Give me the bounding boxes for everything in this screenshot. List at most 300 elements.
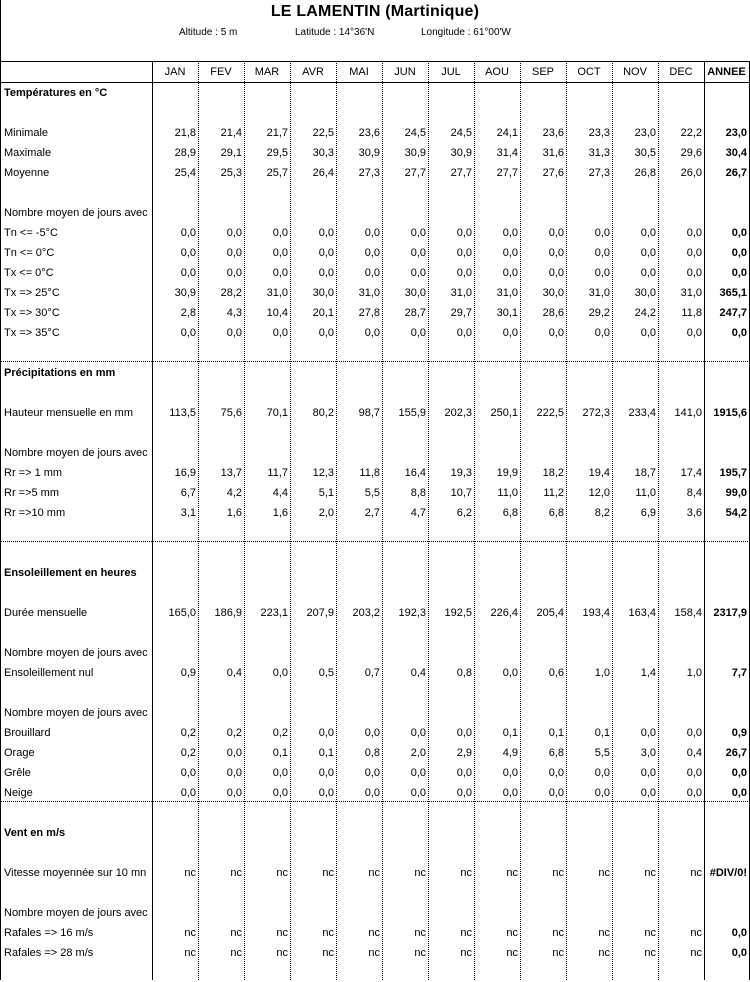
table-row <box>0 485 750 501</box>
cell-value: 0,0 <box>318 767 334 779</box>
cell-value: 30,1 <box>496 307 518 319</box>
cell-value: 203,2 <box>352 607 380 619</box>
cell-value: 0,0 <box>410 267 426 279</box>
cell-value: 6,7 <box>180 487 196 499</box>
cell-value: 24,1 <box>496 127 518 139</box>
cell-value: 0,1 <box>594 727 610 739</box>
cell-value: 26,0 <box>680 167 702 179</box>
cell-value: 0,9 <box>180 667 196 679</box>
table-row <box>0 265 750 281</box>
cell-value: 0,8 <box>364 747 380 759</box>
cell-value: 13,7 <box>220 467 242 479</box>
cell-value: 0,0 <box>502 247 518 259</box>
cell-value: 0,8 <box>456 667 472 679</box>
cell-value: 0,0 <box>180 327 196 339</box>
cell-value: 1,0 <box>594 667 610 679</box>
cell-value: 2,7 <box>364 507 380 519</box>
cell-value: 0,0 <box>226 267 242 279</box>
cell-value: 0,0 <box>548 787 564 799</box>
cell-value: 11,2 <box>543 487 564 499</box>
cell-value: 27,3 <box>588 167 610 179</box>
cell-value: nc <box>552 867 564 879</box>
cell-value: 31,0 <box>266 287 288 299</box>
month-header: DEC <box>669 66 693 78</box>
cell-value: 192,3 <box>398 607 426 619</box>
cell-value: 23,6 <box>542 127 564 139</box>
cell-value: 0,0 <box>640 787 656 799</box>
cell-value: 0,0 <box>364 247 380 259</box>
cell-value: 202,3 <box>444 407 472 419</box>
cell-value: 0,0 <box>548 247 564 259</box>
cell-value: 0,0 <box>318 327 334 339</box>
cell-value: 27,3 <box>358 167 380 179</box>
month-header: MAI <box>349 66 369 78</box>
cell-value: 31,0 <box>496 287 518 299</box>
cell-value: 193,4 <box>582 607 610 619</box>
annual-value: 0,0 <box>731 327 747 339</box>
cell-value: 27,8 <box>358 307 380 319</box>
table-row <box>0 925 750 941</box>
cell-value: 0,0 <box>502 267 518 279</box>
cell-value: 0,0 <box>272 267 288 279</box>
section-separator <box>0 541 750 542</box>
cell-value: nc <box>598 947 610 959</box>
cell-value: 0,0 <box>226 247 242 259</box>
cell-value: 27,7 <box>496 167 518 179</box>
cell-value: 0,0 <box>410 787 426 799</box>
row-label: Nombre moyen de jours avec <box>4 207 148 219</box>
cell-value: 0,0 <box>456 227 472 239</box>
annual-value: 0,0 <box>731 767 747 779</box>
cell-value: 25,4 <box>174 167 196 179</box>
annual-value: 2317,9 <box>713 607 747 619</box>
cell-value: 0,0 <box>686 327 702 339</box>
cell-value: 27,7 <box>404 167 426 179</box>
cell-value: 30,0 <box>634 287 656 299</box>
cell-value: 19,9 <box>496 467 518 479</box>
cell-value: 80,2 <box>312 407 334 419</box>
cell-value: 1,0 <box>686 667 702 679</box>
cell-value: 31,0 <box>358 287 380 299</box>
cell-value: 12,3 <box>312 467 334 479</box>
cell-value: 0,0 <box>364 727 380 739</box>
cell-value: 163,4 <box>628 607 656 619</box>
row-label: Hauteur mensuelle en mm <box>4 407 134 419</box>
cell-value: 21,4 <box>220 127 242 139</box>
cell-value: 0,0 <box>594 767 610 779</box>
cell-value: 0,0 <box>502 227 518 239</box>
row-label: Tn <= 0°C <box>4 247 55 259</box>
cell-value: nc <box>230 947 242 959</box>
row-label: Orage <box>4 747 35 759</box>
cell-value: 223,1 <box>260 607 288 619</box>
cell-value: 25,3 <box>220 167 242 179</box>
cell-value: 0,0 <box>272 667 288 679</box>
annual-value: 7,7 <box>731 667 747 679</box>
cell-value: 24,5 <box>404 127 426 139</box>
row-label: Nombre moyen de jours avec <box>4 707 148 719</box>
cell-value: 5,5 <box>364 487 380 499</box>
cell-value: 192,5 <box>444 607 472 619</box>
row-label: Rr =>5 mm <box>4 487 60 499</box>
cell-value: 28,6 <box>542 307 564 319</box>
cell-value: 19,4 <box>588 467 610 479</box>
cell-value: 29,5 <box>266 147 288 159</box>
cell-value: nc <box>368 867 380 879</box>
cell-value: 0,0 <box>456 787 472 799</box>
cell-value: nc <box>690 927 702 939</box>
cell-value: 0,1 <box>502 727 518 739</box>
cell-value: 0,0 <box>410 227 426 239</box>
annual-value: 0,0 <box>731 787 747 799</box>
cell-value: nc <box>506 947 518 959</box>
cell-value: nc <box>460 947 472 959</box>
cell-value: 29,2 <box>588 307 610 319</box>
cell-value: 0,0 <box>686 787 702 799</box>
page-title: LE LAMENTIN (Martinique) <box>270 3 480 20</box>
cell-value: 0,0 <box>686 727 702 739</box>
cell-value: 31,0 <box>680 287 702 299</box>
cell-value: 30,0 <box>404 287 426 299</box>
cell-value: 30,3 <box>312 147 334 159</box>
cell-value: 0,0 <box>364 787 380 799</box>
cell-value: 23,0 <box>634 127 656 139</box>
cell-value: 0,0 <box>410 327 426 339</box>
annual-value: 30,4 <box>725 147 747 159</box>
cell-value: 0,0 <box>364 327 380 339</box>
section-separator <box>0 361 750 362</box>
cell-value: nc <box>368 927 380 939</box>
cell-value: nc <box>368 947 380 959</box>
cell-value: 0,1 <box>318 747 334 759</box>
cell-value: 0,0 <box>640 267 656 279</box>
cell-value: 28,7 <box>404 307 426 319</box>
table-row <box>0 305 750 321</box>
cell-value: 18,7 <box>634 467 656 479</box>
table-row <box>0 505 750 521</box>
cell-value: nc <box>184 867 196 879</box>
cell-value: 17,4 <box>680 467 702 479</box>
cell-value: 2,9 <box>456 747 472 759</box>
cell-value: 2,8 <box>180 307 196 319</box>
annual-value: 26,7 <box>725 167 747 179</box>
month-header: AVR <box>302 66 324 78</box>
cell-value: 3,6 <box>686 507 702 519</box>
cell-value: 29,7 <box>450 307 472 319</box>
table-row <box>0 165 750 181</box>
table-row <box>0 145 750 161</box>
cell-value: nc <box>414 927 426 939</box>
cell-value: 0,0 <box>640 227 656 239</box>
cell-value: 75,6 <box>220 407 242 419</box>
cell-value: 0,0 <box>318 727 334 739</box>
cell-value: 21,7 <box>266 127 288 139</box>
cell-value: 0,0 <box>594 227 610 239</box>
cell-value: 0,0 <box>318 227 334 239</box>
cell-value: 10,7 <box>450 487 472 499</box>
cell-value: 31,4 <box>496 147 518 159</box>
cell-value: 0,0 <box>226 787 242 799</box>
cell-value: 11,8 <box>681 307 702 319</box>
cell-value: 0,0 <box>410 767 426 779</box>
month-header: AOU <box>485 66 509 78</box>
cell-value: 0,0 <box>686 267 702 279</box>
table-row <box>0 325 750 341</box>
annual-value: 0,0 <box>731 267 747 279</box>
cell-value: 26,8 <box>634 167 656 179</box>
cell-value: 0,7 <box>364 667 380 679</box>
cell-value: 205,4 <box>536 607 564 619</box>
cell-value: nc <box>644 947 656 959</box>
cell-value: nc <box>690 947 702 959</box>
cell-value: 30,0 <box>312 287 334 299</box>
cell-value: nc <box>506 927 518 939</box>
cell-value: 0,1 <box>272 747 288 759</box>
row-label: Rafales => 16 m/s <box>4 927 94 939</box>
cell-value: 1,6 <box>226 507 242 519</box>
cell-value: 0,0 <box>640 767 656 779</box>
row-label: Rr =>10 mm <box>4 507 66 519</box>
cell-value: 207,9 <box>306 607 334 619</box>
cell-value: 8,4 <box>686 487 702 499</box>
row-label: Durée mensuelle <box>4 607 88 619</box>
cell-value: 0,0 <box>686 227 702 239</box>
cell-value: 30,9 <box>450 147 472 159</box>
row-label: Tx => 35°C <box>4 327 60 339</box>
latitude-label: Latitude : 14°36'N <box>295 27 375 38</box>
cell-value: 31,3 <box>588 147 610 159</box>
cell-value: 27,7 <box>450 167 472 179</box>
cell-value: nc <box>276 927 288 939</box>
cell-value: 0,0 <box>502 787 518 799</box>
cell-value: 0,0 <box>180 227 196 239</box>
cell-value: 5,5 <box>594 747 610 759</box>
cell-value: 16,9 <box>174 467 196 479</box>
row-label: Nombre moyen de jours avec <box>4 647 148 659</box>
cell-value: 30,9 <box>404 147 426 159</box>
cell-value: 4,3 <box>226 307 242 319</box>
cell-value: 0,2 <box>180 747 196 759</box>
row-label: Rafales => 28 m/s <box>4 947 94 959</box>
section-title: Vent en m/s <box>4 827 66 839</box>
table-row <box>0 785 750 801</box>
cell-value: 29,6 <box>680 147 702 159</box>
cell-value: 0,0 <box>548 227 564 239</box>
cell-value: 0,4 <box>226 667 242 679</box>
cell-value: 141,0 <box>674 407 702 419</box>
cell-value: 22,5 <box>312 127 334 139</box>
cell-value: 250,1 <box>490 407 518 419</box>
cell-value: 2,0 <box>410 747 426 759</box>
cell-value: 8,2 <box>594 507 610 519</box>
cell-value: 23,6 <box>358 127 380 139</box>
cell-value: 0,6 <box>548 667 564 679</box>
cell-value: 12,0 <box>588 487 610 499</box>
row-label: Moyenne <box>4 167 50 179</box>
month-header: OCT <box>577 66 601 78</box>
month-header: JAN <box>164 66 186 78</box>
table-row <box>0 405 750 421</box>
cell-value: 5,1 <box>318 487 334 499</box>
cell-value: 11,0 <box>635 487 656 499</box>
cell-value: 23,3 <box>588 127 610 139</box>
cell-value: 8,8 <box>410 487 426 499</box>
cell-value: nc <box>184 947 196 959</box>
cell-value: 0,0 <box>502 327 518 339</box>
cell-value: 0,0 <box>548 267 564 279</box>
cell-value: nc <box>230 927 242 939</box>
cell-value: 6,8 <box>502 507 518 519</box>
cell-value: nc <box>322 867 334 879</box>
cell-value: 16,4 <box>404 467 426 479</box>
cell-value: 0,0 <box>226 747 242 759</box>
row-label: Tn <= -5°C <box>4 227 58 239</box>
table-row <box>0 865 750 881</box>
cell-value: 0,1 <box>548 727 564 739</box>
cell-value: 0,0 <box>594 787 610 799</box>
section-title: Températures en °C <box>4 87 108 99</box>
cell-value: 3,1 <box>180 507 196 519</box>
row-label: Tx => 25°C <box>4 287 60 299</box>
cell-value: 6,8 <box>548 747 564 759</box>
cell-value: 19,3 <box>450 467 472 479</box>
cell-value: 28,9 <box>174 147 196 159</box>
cell-value: nc <box>230 867 242 879</box>
cell-value: 0,0 <box>364 267 380 279</box>
cell-value: nc <box>644 927 656 939</box>
table-row <box>0 765 750 781</box>
cell-value: 18,2 <box>542 467 564 479</box>
cell-value: 226,4 <box>490 607 518 619</box>
cell-value: 0,0 <box>272 327 288 339</box>
cell-value: 0,2 <box>226 727 242 739</box>
cell-value: 0,0 <box>226 767 242 779</box>
cell-value: 0,0 <box>364 227 380 239</box>
cell-value: nc <box>184 927 196 939</box>
cell-value: nc <box>322 947 334 959</box>
cell-value: 10,4 <box>266 307 288 319</box>
cell-value: nc <box>322 927 334 939</box>
cell-value: nc <box>460 867 472 879</box>
cell-value: 0,0 <box>640 727 656 739</box>
header-bottom-border <box>0 82 750 83</box>
cell-value: 0,0 <box>594 327 610 339</box>
annual-value: 195,7 <box>719 467 747 479</box>
cell-value: 0,0 <box>364 767 380 779</box>
month-header: SEP <box>531 66 554 78</box>
cell-value: 0,0 <box>502 667 518 679</box>
cell-value: 0,0 <box>686 767 702 779</box>
month-header: FEV <box>210 66 232 78</box>
subheading-row <box>0 905 750 921</box>
cell-value: 29,1 <box>220 147 242 159</box>
cell-value: 0,2 <box>272 727 288 739</box>
longitude-label: Longitude : 61°00'W <box>421 27 511 38</box>
cell-value: 0,0 <box>456 327 472 339</box>
section-heading-row <box>0 565 750 581</box>
cell-value: 6,8 <box>548 507 564 519</box>
cell-value: 11,8 <box>359 467 380 479</box>
month-header: JUL <box>441 66 461 78</box>
row-label: Ensoleillement nul <box>4 667 94 679</box>
cell-value: 0,0 <box>180 767 196 779</box>
cell-value: 2,0 <box>318 507 334 519</box>
cell-value: 0,0 <box>318 787 334 799</box>
row-label: Nombre moyen de jours avec <box>4 907 148 919</box>
row-label: Minimale <box>4 127 49 139</box>
cell-value: 0,0 <box>226 327 242 339</box>
cell-value: 0,4 <box>686 747 702 759</box>
cell-value: 4,2 <box>226 487 242 499</box>
cell-value: 0,0 <box>594 247 610 259</box>
cell-value: 0,0 <box>226 227 242 239</box>
table-row <box>0 465 750 481</box>
annual-value: 0,0 <box>731 247 747 259</box>
cell-value: 0,0 <box>318 247 334 259</box>
cell-value: 0,0 <box>180 247 196 259</box>
year-header: ANNEE <box>707 66 746 78</box>
table-row <box>0 225 750 241</box>
cell-value: 0,0 <box>456 727 472 739</box>
annual-value: 54,2 <box>725 507 747 519</box>
cell-value: 28,2 <box>220 287 242 299</box>
cell-value: 0,0 <box>272 227 288 239</box>
cell-value: nc <box>414 867 426 879</box>
cell-value: 222,5 <box>536 407 564 419</box>
cell-value: 0,0 <box>548 327 564 339</box>
cell-value: nc <box>276 867 288 879</box>
cell-value: 24,2 <box>634 307 656 319</box>
cell-value: 70,1 <box>266 407 288 419</box>
cell-value: 0,0 <box>686 247 702 259</box>
cell-value: nc <box>552 927 564 939</box>
cell-value: 31,0 <box>588 287 610 299</box>
row-label: Vitesse moyennée sur 10 mn <box>4 867 147 879</box>
month-header: NOV <box>623 66 647 78</box>
cell-value: 113,5 <box>169 407 196 419</box>
subheading-row <box>0 205 750 221</box>
cell-value: 0,4 <box>410 667 426 679</box>
subheading-row <box>0 705 750 721</box>
row-label: Rr => 1 mm <box>4 467 63 479</box>
cell-value: 233,4 <box>628 407 656 419</box>
cell-value: 0,0 <box>640 327 656 339</box>
annual-value: 0,0 <box>731 947 747 959</box>
annual-value: 0,0 <box>731 927 747 939</box>
section-title: Précipitations en mm <box>4 367 116 379</box>
cell-value: nc <box>414 947 426 959</box>
cell-value: 0,0 <box>272 247 288 259</box>
cell-value: 0,0 <box>548 767 564 779</box>
annual-value: 23,0 <box>725 127 747 139</box>
table-row <box>0 745 750 761</box>
cell-value: 0,0 <box>272 787 288 799</box>
cell-value: 24,5 <box>450 127 472 139</box>
cell-value: 0,5 <box>318 667 334 679</box>
cell-value: 0,0 <box>410 727 426 739</box>
table-row <box>0 245 750 261</box>
row-label: Nombre moyen de jours avec <box>4 447 148 459</box>
cell-value: 0,0 <box>594 267 610 279</box>
row-label: Brouillard <box>4 727 51 739</box>
cell-value: 165,0 <box>168 607 196 619</box>
section-heading-row <box>0 85 750 101</box>
annual-value: 99,0 <box>725 487 747 499</box>
cell-value: 22,2 <box>680 127 702 139</box>
cell-value: 0,0 <box>456 767 472 779</box>
row-label: Tx => 30°C <box>4 307 60 319</box>
cell-value: 0,0 <box>180 787 196 799</box>
